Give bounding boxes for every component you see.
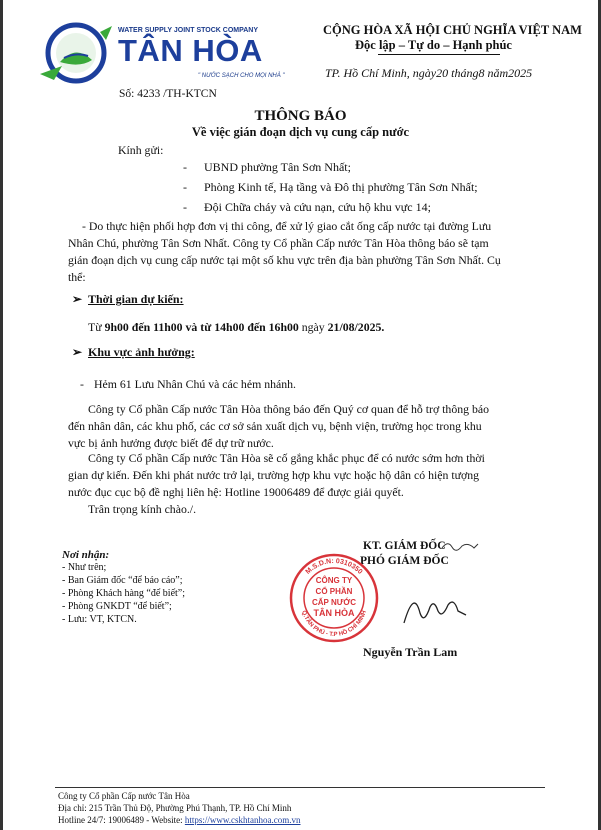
footer-company: Công ty Cổ phần Cấp nước Tân Hòa	[58, 791, 190, 801]
recipients-item: - Lưu: VT, KTCN.	[62, 614, 137, 625]
dateline: TP. Hồ Chí Minh, ngày20 tháng8 năm2025	[325, 66, 533, 80]
recipients-item: - Ban Giám đốc “để báo cáo”;	[62, 575, 183, 586]
time-heading: Thời gian dự kiến:	[88, 292, 184, 306]
company-stamp	[289, 553, 379, 643]
arrow-right-icon: ➢	[72, 292, 83, 306]
stamp-ring-top: M.S.D.N: 0310350	[304, 557, 364, 576]
company-slogan: " NƯỚC SẠCH CHO MỌI NHÀ "	[198, 73, 285, 79]
recipients-item: - Phòng Khách hàng “để biết”;	[62, 588, 186, 599]
paragraph-line: nước đục cục bộ đề nghị liên hệ: Hotline 19006489 để được giải quyết.	[68, 485, 404, 499]
recipients-item: - Phòng GNKDT “để biết”;	[62, 601, 172, 612]
time-detail	[88, 319, 384, 336]
document-subtitle: Về việc gián đoạn dịch vụ cung cấp nước	[191, 125, 410, 139]
bullet-icon: -	[80, 377, 84, 391]
logo-emblem-icon	[40, 22, 112, 84]
footer-website-link[interactable]: https://www.cskhtanhoa.com.vn	[184, 815, 301, 825]
paragraph-line: đến nhân dân, các khu phố, các cơ sở sản xuất dịch vụ, bệnh viện, trường học trong khu	[68, 419, 482, 433]
recipient-item: Đội Chữa cháy và cứu nạn, cứu hộ khu vực 14;	[204, 200, 431, 214]
intro-line: Nhân Chú, phường Tân Sơn Nhất. Công ty Cổ phần Cấp nước Tân Hòa thông báo sẽ tạm	[68, 236, 489, 250]
paragraph-line: gian dự kiến. Đến khi phát nước trở lại, trường hợp khu vực hoặc hộ dân có hiện tượng	[68, 468, 480, 482]
area-heading: Khu vực ảnh hưởng:	[88, 345, 195, 359]
signature-title-2: PHÓ GIÁM ĐỐC	[360, 555, 449, 567]
stamp-line-3: CẤP NƯỚC	[312, 598, 356, 607]
signer-name: Nguyễn Trần Lam	[363, 645, 458, 659]
bullet-icon: -	[183, 160, 187, 174]
footer-divider	[55, 787, 545, 788]
recipients-item: - Như trên;	[62, 562, 107, 573]
company-english-name: WATER SUPPLY JOINT STOCK COMPANY	[118, 27, 259, 34]
stamp-line-1: CÔNG TY	[315, 576, 353, 585]
arrow-right-icon: ➢	[72, 345, 83, 359]
intro-line: thể:	[68, 270, 86, 284]
footer-address: Địa chỉ: 215 Trần Thủ Độ, Phường Phú Thạnh, TP. Hồ Chí Minh	[58, 803, 292, 813]
document-title: THÔNG BÁO	[254, 108, 347, 124]
handwritten-signature-icon	[400, 585, 470, 630]
time-date: 21/08/2025.	[327, 320, 385, 334]
time-middle: ngày	[298, 320, 328, 334]
paragraph-line: Công ty Cổ phần Cấp nước Tân Hòa sẽ cố gắng khắc phục để có nước sớm hơn thời	[88, 451, 485, 465]
salutation: Kính gửi:	[118, 143, 164, 157]
recipient-item: Phòng Kinh tế, Hạ tầng và Đô thị phường Tân Sơn Nhất;	[204, 180, 478, 194]
stamp-line-4: TÂN HÒA	[313, 608, 355, 618]
recipients-heading: Nơi nhận:	[62, 549, 110, 561]
stamp-seal-icon	[289, 553, 379, 643]
footer-contact	[58, 815, 301, 825]
bullet-icon: -	[183, 180, 187, 194]
intro-line: gián đoạn dịch vụ cung cấp nước tại một số khu vực trên địa bàn phường Tân Sơn Nhất. Cụ	[68, 253, 501, 267]
stamp-line-2: CỔ PHẦN	[315, 587, 353, 596]
bullet-icon: -	[183, 200, 187, 214]
paragraph-line: Công ty Cổ phần Cấp nước Tân Hòa thông báo đến Quý cơ quan để hỗ trợ thông báo	[88, 402, 490, 416]
initial-scribble-icon	[440, 538, 480, 554]
time-range: 9h00 đến 11h00 và từ 14h00 đến 16h00	[104, 320, 299, 334]
signature-title-1: KT. GIÁM ĐỐC	[363, 540, 446, 552]
footer-hotline: Hotline 24/7: 19006489 - Website:	[58, 815, 185, 825]
closing-line: Trân trọng kính chào./.	[88, 502, 197, 516]
intro-line: - Do thực hiện phối hợp đơn vị thi công, để xử lý giao cắt ống cấp nước tại đường Lưu	[82, 219, 492, 233]
time-prefix: Từ	[88, 320, 105, 334]
area-item: Hẻm 61 Lưu Nhân Chú và các hẻm nhánh.	[94, 377, 296, 391]
document-number: Số: 4233 /TH-KTCN	[119, 88, 217, 100]
stamp-ring-bottom: Q.TÂN PHÚ - T.P HỒ CHÍ MINH	[300, 610, 368, 639]
company-name: TÂN HÒA	[118, 33, 263, 68]
national-motto: Độc lập – Tự do – Hạnh phúc	[355, 38, 512, 52]
motto-underline	[378, 54, 500, 55]
recipient-item: UBND phường Tân Sơn Nhất;	[204, 160, 351, 174]
paragraph-line: vực bị ảnh hưởng được biết để dự trữ nước.	[68, 436, 274, 450]
national-title: CỘNG HÒA XÃ HỘI CHỦ NGHĨA VIỆT NAM	[323, 23, 582, 37]
